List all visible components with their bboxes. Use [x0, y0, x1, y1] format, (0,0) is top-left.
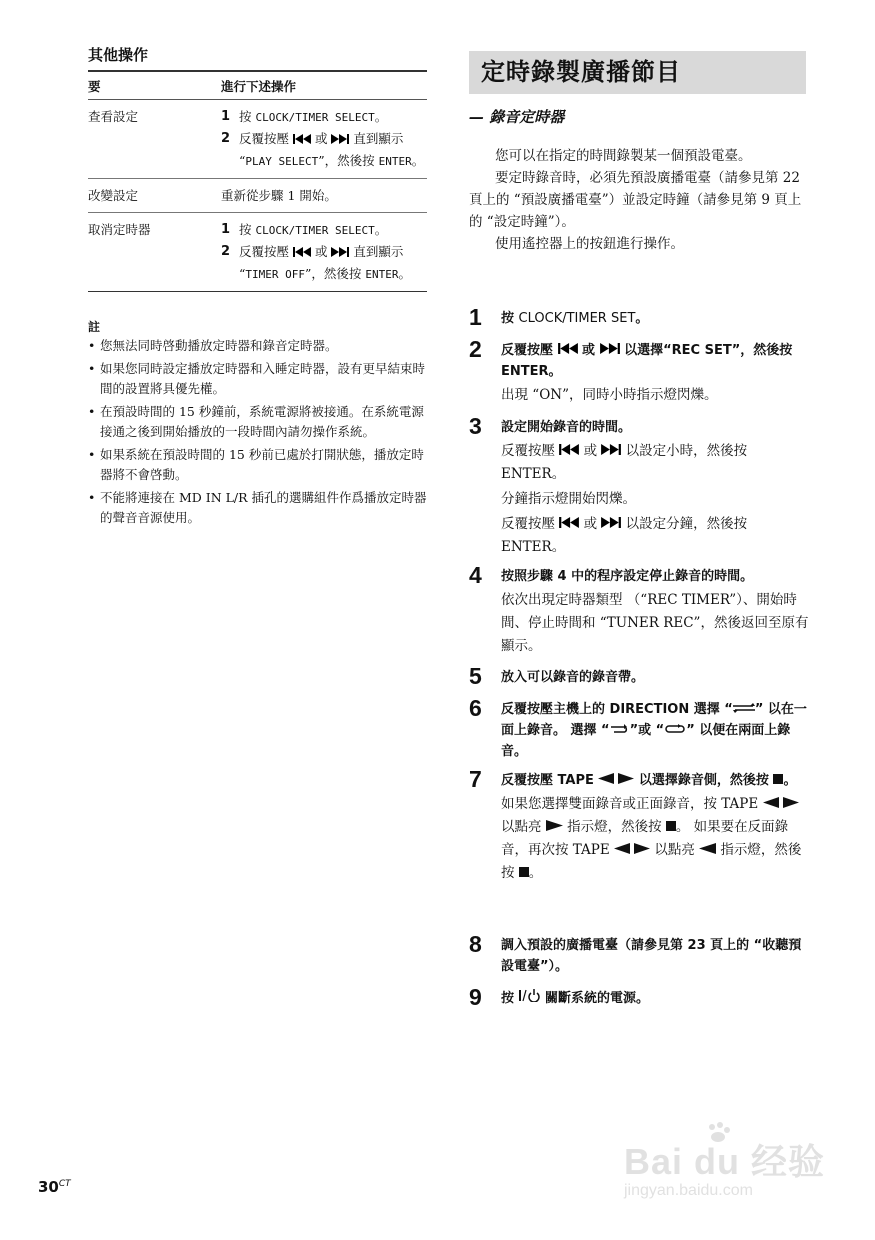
step-heading: 放入可以錄音的錄音帶。 [501, 670, 645, 685]
step-5 [469, 663, 811, 689]
play-both-icon [763, 793, 799, 816]
step-description: 如果您選擇雙面錄音或正面錄音，按 TAPE 以點亮 指示燈，然後按 。 如果要在反面錄音，再次按 TAPE 以點亮 指示燈，然後按 。 [501, 793, 811, 885]
section-title-other-operations: 其他操作 [88, 46, 149, 64]
section-banner [469, 51, 806, 94]
step-3 [469, 413, 811, 559]
intro-paragraph: 您可以在指定的時間錄製某一個預設電臺。 [495, 148, 752, 164]
step-description: 依次出現定時器類型 （“REC TIMER”）、開始時間、停止時間和 “TUNER REC”，然後返回至原有顯示。 [501, 592, 809, 654]
prev-track-icon [559, 440, 579, 463]
watermark-text: Bai du 经验 [624, 1141, 826, 1182]
notes-heading: 註 [88, 320, 101, 334]
step-number: 9 [469, 984, 482, 1010]
next-track-icon [600, 340, 620, 361]
next-track-icon [331, 242, 349, 263]
notes-list [88, 336, 430, 531]
prev-track-icon [293, 129, 311, 150]
table-row [88, 179, 427, 213]
step-heading: 反覆按壓 或 以選擇“REC SET”，然後按 ENTER。 [501, 340, 811, 382]
step-1 [469, 304, 811, 330]
intro-paragraph: 要定時錄音時，必須先預設廣播電臺（請參見第 22 頁上的 “預設廣播電臺”）並設定時鐘（請參見第 9 頁上的 “設定時鐘”）。 [469, 170, 802, 230]
table-header-row [88, 71, 427, 100]
step-number: 4 [469, 562, 482, 588]
row-action-change: 改變設定 [88, 179, 221, 213]
header-do-this: 進行下述操作 [221, 71, 427, 100]
play-both-icon [598, 770, 634, 791]
play-both-icon [614, 839, 650, 862]
next-track-icon [601, 513, 621, 536]
step-heading: 按照步驟 4 中的程序設定停止錄音的時間。 [501, 569, 754, 584]
step-description: 反覆按壓 或 以設定分鐘，然後按 ENTER。 [501, 513, 811, 559]
step-number: 8 [469, 931, 482, 957]
step-heading: 反覆按壓主機上的 DIRECTION 選擇 “ ” 以在一面上錄音。 選擇 “ ”或 “ ” 以便在兩面上錄音。 [501, 699, 811, 762]
step-8 [469, 931, 811, 977]
list-item: • 在預設時間的 15 秒鐘前，系統電源將被接通。在系統電源接通之後到開始播放的一段時間內請勿操作系統。 [88, 402, 430, 442]
substep: 2 反覆按壓 或 直到顯示 “TIMER OFF”，然後按 ENTER。 [221, 244, 412, 281]
row-action-cancel: 取消定時器 [88, 213, 221, 292]
prev-track-icon [559, 513, 579, 536]
table-row [88, 213, 427, 292]
power-icon [519, 988, 541, 1009]
row-steps-change: 重新從步驟 1 開始。 [221, 179, 427, 213]
next-track-icon [601, 440, 621, 463]
step-heading: 按 CLOCK/TIMER SET。 [501, 311, 649, 326]
substep: 2 反覆按壓 或 直到顯示 “PLAY SELECT”，然後按 ENTER。 [221, 131, 425, 168]
step-4 [469, 562, 811, 658]
next-track-icon [331, 129, 349, 150]
header-to: 要 [88, 71, 221, 100]
relay-icon [664, 720, 686, 741]
step-description: 反覆按壓 或 以設定小時，然後按 ENTER。 [501, 440, 811, 486]
stop-icon [773, 770, 783, 791]
step-number: 6 [469, 695, 482, 721]
row-steps-check [221, 100, 427, 179]
row-steps-cancel [221, 213, 427, 292]
list-item: • 如果系統在預設時間的 15 秒前已處於打開狀態，播放定時器將不會啓動。 [88, 445, 430, 485]
substep: 1 按 CLOCK/TIMER SELECT。 [221, 222, 388, 237]
step-number: 7 [469, 766, 482, 792]
play-forward-icon [546, 816, 563, 839]
step-6 [469, 695, 811, 762]
step-number: 2 [469, 336, 482, 362]
prev-track-icon [293, 242, 311, 263]
stop-icon [519, 862, 529, 885]
watermark-url: jingyan.baidu.com [624, 1182, 753, 1199]
step-number: 1 [469, 304, 482, 330]
reverse-icon [610, 720, 630, 741]
step-heading: 按 關斷系統的電源。 [501, 988, 811, 1009]
prev-track-icon [558, 340, 578, 361]
stop-icon [666, 816, 676, 839]
step-7 [469, 766, 811, 885]
substep: 1 按 CLOCK/TIMER SELECT。 [221, 109, 388, 124]
step-9 [469, 984, 811, 1010]
step-description: 出現 “ON”，同時小時指示燈閃爍。 [501, 387, 718, 403]
section-subtitle: — 錄音定時器 [469, 108, 565, 126]
step-number: 5 [469, 663, 482, 689]
step-heading: 調入預設的廣播電臺（請參見第 23 頁上的 “收聽預設電臺”）。 [501, 938, 802, 974]
step-heading: 反覆按壓 TAPE 以選擇錄音側，然後按 。 [501, 770, 811, 791]
intro-paragraph: 使用遙控器上的按鈕進行操作。 [495, 236, 684, 252]
row-action-check: 查看設定 [88, 100, 221, 179]
one-way-icon [733, 699, 755, 720]
list-item: • 不能將連接在 MD IN L/R 插孔的選購組件作爲播放定時器的聲音音源使用。 [88, 488, 430, 528]
step-2 [469, 336, 811, 407]
baidu-watermark [618, 1126, 828, 1206]
page-title: 定時錄製廣播節目 [481, 58, 681, 86]
operations-table [88, 70, 427, 292]
step-description: 分鐘指示燈開始閃爍。 [501, 491, 636, 507]
play-reverse-icon [699, 839, 716, 862]
list-item: • 您無法同時啓動播放定時器和錄音定時器。 [88, 336, 430, 356]
table-row [88, 100, 427, 179]
intro-text [469, 145, 805, 255]
list-item: • 如果您同時設定播放定時器和入睡定時器，設有更早結束時間的設置將具優先權。 [88, 359, 430, 399]
step-number: 3 [469, 413, 482, 439]
step-heading: 設定開始錄音的時間。 [501, 420, 632, 435]
page-number: $30^{CT}$ [38, 1178, 71, 1196]
